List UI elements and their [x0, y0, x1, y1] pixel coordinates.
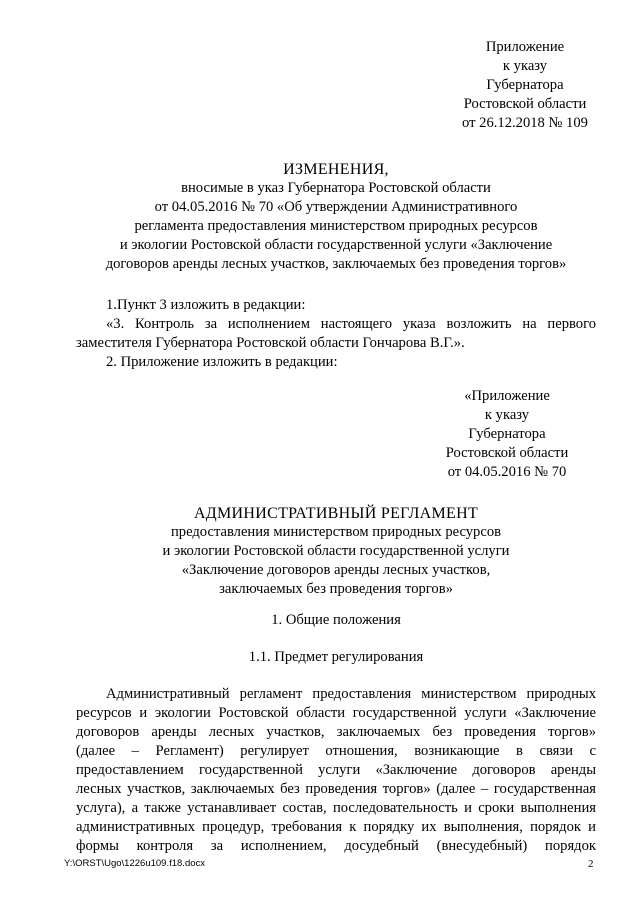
appendix-line: Ростовской области	[463, 96, 587, 112]
item-1	[76, 296, 596, 372]
changes-title-line: и экологии Ростовской области государственной услуги «Заключение	[119, 237, 553, 253]
regulation-title	[76, 504, 596, 599]
appendix-quote-line: Губернатора	[468, 426, 546, 442]
appendix-quote-line: Ростовской области	[445, 445, 569, 461]
body-line: ресурсов и экологии Ростовской области государственной услуги «Заключение	[76, 705, 596, 721]
regulation-title-line: «Заключение договоров аренды лесных участков,	[181, 562, 491, 578]
body-line: Административный регламент предоставления министерством природных	[106, 686, 596, 702]
body-line: предоставлением государственной услуги «Заключение договоров аренды	[76, 762, 596, 778]
changes-title-line: регламента предоставления министерством природных ресурсов	[134, 218, 538, 234]
appendix-quote-line: «Приложение	[464, 388, 550, 404]
footer-file-path: Y:\ORST\Ugo\1226u109.f18.docx	[64, 858, 206, 869]
changes-title-line: вносимые в указ Губернатора Ростовской области	[181, 180, 491, 196]
appendix-quote	[392, 387, 622, 482]
footer-page-number: 2	[588, 858, 594, 870]
item-1-quote-line1: «3. Контроль за исполнением настоящего указа возложить на первого	[106, 316, 596, 332]
changes-heading: ИЗМЕНЕНИЯ,	[283, 161, 389, 178]
appendix-header	[410, 38, 640, 133]
regulation-heading: АДМИНИСТРАТИВНЫЙ РЕГЛАМЕНТ	[193, 505, 479, 522]
body-line: лесных участков, заключаемых без проведения торгов» (далее – государственная	[76, 781, 596, 797]
changes-title-line: договоров аренды лесных участков, заключаемых без проведения торгов»	[105, 256, 567, 272]
appendix-quote-line: от 04.05.2016 № 70	[447, 464, 567, 480]
body-text	[76, 685, 596, 856]
item-1-quote-line2: заместителя Губернатора Ростовской области Гончарова В.Г.».	[76, 335, 465, 351]
appendix-quote-line: к указу	[484, 407, 530, 423]
section-heading: 1. Общие положения	[271, 612, 401, 628]
item-1-text: 1.Пункт 3 изложить в редакции:	[106, 297, 306, 313]
section-subheading: 1.1. Предмет регулирования	[248, 649, 424, 665]
appendix-line: Приложение	[485, 39, 565, 55]
body-line: услуга), а также устанавливает состав, последовательность и сроки выполнения	[76, 800, 596, 816]
body-line: (далее – Регламент) регулирует отношения, возникающие в связи с	[76, 743, 596, 759]
regulation-title-line: и экологии Ростовской области государственной услуги	[162, 543, 510, 559]
item-2-text: 2. Приложение изложить в редакции:	[106, 354, 338, 370]
regulation-title-line: предоставления министерством природных ресурсов	[170, 524, 502, 540]
changes-title	[76, 160, 596, 274]
appendix-line: от 26.12.2018 № 109	[462, 115, 588, 131]
appendix-line: к указу	[502, 58, 548, 74]
appendix-line: Губернатора	[486, 77, 564, 93]
changes-title-line: от 04.05.2016 № 70 «Об утверждении Административного	[154, 199, 518, 215]
body-line: формы контроля за исполнением, досудебный (внесудебный) порядок	[76, 838, 596, 854]
regulation-title-line: заключаемых без проведения торгов»	[219, 581, 453, 597]
body-line: административных процедур, требования к порядку их выполнения, порядок и	[76, 819, 596, 835]
body-line: договоров аренды лесных участков, заключаемых без проведения торгов»	[76, 724, 596, 740]
